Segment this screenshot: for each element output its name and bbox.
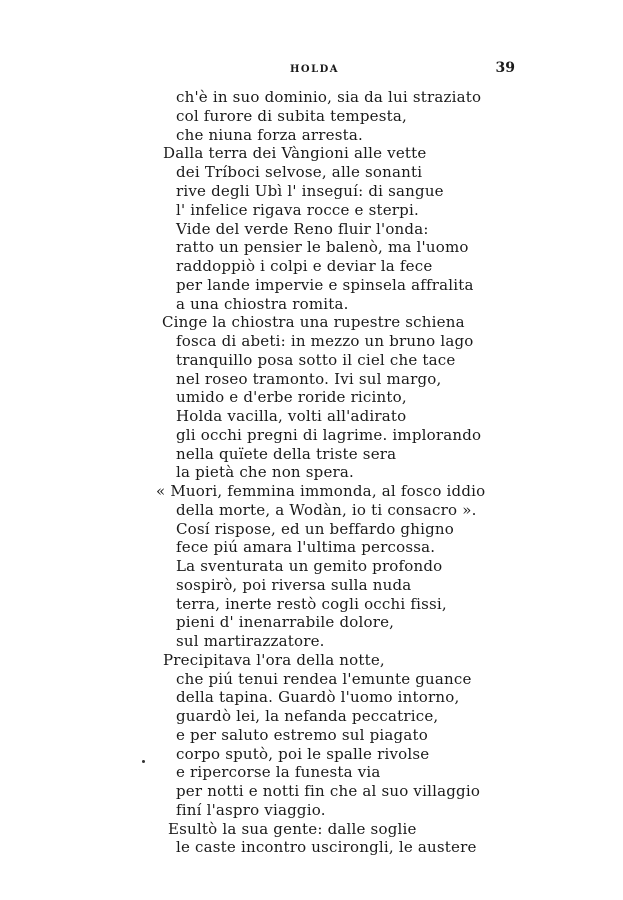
- poem-line: nel roseo tramonto. Ivi sul margo,: [176, 370, 442, 388]
- poem-line: la pietà che non spera.: [176, 463, 355, 481]
- poem-line: terra, inerte restò cogli occhi fissi,: [176, 595, 447, 613]
- poem-line: sul martirazzatore.: [176, 632, 325, 650]
- poem-line: e ripercorse la funesta via: [176, 763, 381, 781]
- poem-line: le caste incontro uscirongli, le austere: [176, 838, 477, 856]
- print-speck: [142, 760, 145, 763]
- poem-line: Precipitava l'ora della notte,: [163, 651, 385, 669]
- poem-line: Cinge la chiostra una rupestre schiena: [162, 313, 465, 331]
- poem-line: dei Tríboci selvose, alle sonanti: [176, 163, 423, 181]
- poem-line: fece piú amara l'ultima percossa.: [176, 538, 436, 556]
- poem-line: col furore di subita tempesta,: [176, 107, 407, 125]
- poem-line: tranquillo posa sotto il ciel che tace: [176, 351, 456, 369]
- poem-line: e per saluto estremo sul piagato: [176, 726, 428, 744]
- poem-line: sospirò, poi riversa sulla nuda: [176, 576, 412, 594]
- poem-line: fosca di abeti: in mezzo un bruno lago: [176, 332, 474, 350]
- poem-line: gli occhi pregni di lagrime. implorando: [176, 426, 482, 444]
- poem-line: che niuna forza arresta.: [176, 126, 363, 144]
- poem-line: raddoppiò i colpi e deviar la fece: [176, 257, 433, 275]
- poem-line: per notti e notti fin che al suo villaggio: [176, 782, 481, 800]
- poem-line: della tapina. Guardò l'uomo intorno,: [176, 688, 460, 706]
- page-number: 39: [495, 60, 515, 76]
- poem-line: pieni d' inenarrabile dolore,: [176, 613, 395, 631]
- poem-line: umido e d'erbe roride ricinto,: [176, 388, 407, 406]
- poem-line: Esultò la sua gente: dalle soglie: [168, 820, 417, 838]
- poem-line: per lande impervie e spinsela affralita: [176, 276, 474, 294]
- poem-line: ratto un pensier le balenò, ma l'uomo: [176, 238, 469, 256]
- running-title: HOLDA: [289, 64, 340, 75]
- poem-line: l' infelice rigava rocce e sterpi.: [176, 201, 419, 219]
- poem-line: Dalla terra dei Vàngioni alle vette: [163, 144, 427, 162]
- poem-line: corpo sputò, poi le spalle rivolse: [176, 745, 430, 763]
- poem-line: Cosí rispose, ed un beffardo ghigno: [176, 520, 454, 538]
- poem-line: La sventurata un gemito profondo: [176, 557, 443, 575]
- poem-line: Vide del verde Reno fluir l'onda:: [176, 220, 429, 238]
- poem-line: finí l'aspro viaggio.: [176, 801, 326, 819]
- poem-line: « Muori, femmina immonda, al fosco iddio: [156, 482, 486, 500]
- poem-line: guardò lei, la nefanda peccatrice,: [176, 707, 439, 725]
- poem-line: rive degli Ubì l' inseguí: di sangue: [176, 182, 444, 200]
- poem-line: che piú tenui rendea l'emunte guance: [176, 670, 472, 688]
- poem-line: della morte, a Wodàn, io ti consacro ».: [176, 501, 477, 519]
- poem-line: a una chiostra romita.: [176, 295, 349, 313]
- poem-line: Holda vacilla, volti all'adirato: [176, 407, 407, 425]
- poem-line: nella quïete della triste sera: [176, 445, 397, 463]
- poem-line: ch'è in suo dominio, sia da lui straziato: [176, 88, 482, 106]
